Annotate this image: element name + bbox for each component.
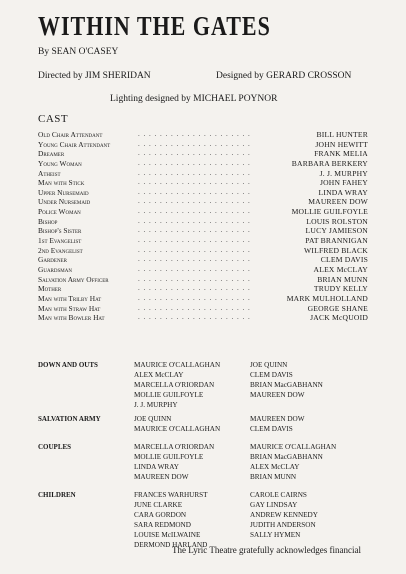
cast-role: Old Chair Attendant bbox=[38, 130, 103, 139]
ensemble-member: LOUISE McILWAINE bbox=[134, 531, 201, 539]
ensemble-member: BRIAN MUNN bbox=[250, 473, 297, 481]
play-title: WITHIN THE GATES bbox=[38, 10, 271, 42]
leader-dots: . . . . . . . . . . . . . . . . . . . . . bbox=[138, 187, 251, 196]
ensemble-member: MAUREEN DOW bbox=[250, 391, 305, 399]
ensemble-member: CLEM DAVIS bbox=[250, 425, 293, 433]
lighting-line: Lighting designed by MICHAEL POYNOR bbox=[110, 94, 278, 104]
ensemble-member: MAUREEN DOW bbox=[250, 415, 305, 423]
cast-actor: LINDA WRAY bbox=[318, 187, 368, 197]
ensemble-member: J. J. MURPHY bbox=[134, 401, 178, 409]
cast-actor: BRIAN MUNN bbox=[317, 274, 368, 284]
ensemble-member: FRANCES WARHURST bbox=[134, 491, 208, 499]
leader-dots: . . . . . . . . . . . . . . . . . . . . . bbox=[138, 226, 251, 235]
cast-row bbox=[38, 294, 368, 304]
group-column bbox=[134, 360, 220, 410]
leader-dots: . . . . . . . . . . . . . . . . . . . . . bbox=[138, 216, 251, 225]
ensemble-member: MAURICE O'CALLAGHAN bbox=[134, 425, 221, 433]
cast-row bbox=[38, 236, 368, 246]
ensemble-member: CAROLE CAIRNS bbox=[250, 491, 307, 499]
ensemble-member: BRIAN MacGABHANN bbox=[250, 381, 323, 389]
cast-role: Bishop bbox=[38, 216, 58, 226]
cast-actor: BARBARA BERKERY bbox=[291, 158, 368, 168]
cast-role: Man with Straw Hat bbox=[38, 303, 101, 313]
cast-heading: CAST bbox=[38, 113, 69, 125]
cast-actor: MARK MULHOLLAND bbox=[286, 293, 368, 303]
group-column bbox=[134, 490, 208, 550]
cast-role: Young Woman bbox=[38, 158, 82, 168]
leader-dots: . . . . . . . . . . . . . . . . . . . . . bbox=[138, 274, 251, 283]
cast-row bbox=[38, 284, 368, 294]
cast-row bbox=[38, 149, 368, 159]
cast-row bbox=[38, 130, 368, 140]
leader-dots: . . . . . . . . . . . . . . . . . . . . . bbox=[138, 236, 251, 245]
group-title: COUPLES bbox=[38, 443, 72, 451]
group-column bbox=[134, 414, 220, 434]
ensemble-member: SALLY HYMEN bbox=[250, 531, 301, 539]
cast-list bbox=[38, 130, 368, 323]
ensemble-member: ALEX McCLAY bbox=[250, 463, 300, 471]
cast-actor: MOLLIE GUILFOYLE bbox=[291, 207, 368, 217]
leader-dots: . . . . . . . . . . . . . . . . . . . . . bbox=[138, 158, 251, 167]
cast-row bbox=[38, 207, 368, 217]
cast-role: Police Woman bbox=[38, 207, 81, 217]
leader-dots: . . . . . . . . . . . . . . . . . . . . . bbox=[138, 255, 251, 264]
cast-row bbox=[38, 197, 368, 207]
cast-role: Salvation Army Officer bbox=[38, 274, 109, 284]
cast-role: Dreamer bbox=[38, 149, 65, 159]
cast-role: Man with Stick bbox=[38, 178, 85, 188]
cast-row bbox=[38, 159, 368, 169]
leader-dots: . . . . . . . . . . . . . . . . . . . . . bbox=[138, 313, 251, 322]
cast-role: Guardsman bbox=[38, 264, 72, 274]
ensemble-member: JOE QUINN bbox=[134, 415, 172, 423]
ensemble-member: MOLLIE GUILFOYLE bbox=[134, 453, 204, 461]
group-column bbox=[134, 442, 214, 482]
cast-row bbox=[38, 275, 368, 285]
cast-row bbox=[38, 226, 368, 236]
group-column bbox=[250, 414, 305, 434]
cast-role: Man with Trilby Hat bbox=[38, 293, 102, 303]
ensemble-member: GAY LINDSAY bbox=[250, 501, 298, 509]
cast-row bbox=[38, 188, 368, 198]
cast-role: Man with Bowler Hat bbox=[38, 313, 105, 323]
cast-actor: JOHN HEWITT bbox=[315, 139, 368, 149]
ensemble-member: JUNE CLARKE bbox=[134, 501, 183, 509]
cast-role: Young Chair Attendant bbox=[38, 139, 111, 149]
cast-role: Under Nursemaid bbox=[38, 197, 91, 207]
leader-dots: . . . . . . . . . . . . . . . . . . . . . bbox=[138, 139, 251, 148]
leader-dots: . . . . . . . . . . . . . . . . . . . . . bbox=[138, 303, 251, 312]
cast-actor: JOHN FAHEY bbox=[319, 178, 368, 188]
leader-dots: . . . . . . . . . . . . . . . . . . . . . bbox=[138, 207, 251, 216]
cast-actor: LUCY JAMIESON bbox=[305, 226, 368, 236]
ensemble-member: MOLLIE GUILFOYLE bbox=[134, 391, 204, 399]
group-column bbox=[250, 490, 318, 540]
leader-dots: . . . . . . . . . . . . . . . . . . . . . bbox=[138, 284, 251, 293]
cast-role: Upper Nursemaid bbox=[38, 187, 89, 197]
cast-role: 2nd Evangelist bbox=[38, 245, 83, 255]
cast-role: 1st Evangelist bbox=[38, 236, 82, 246]
cast-row bbox=[38, 265, 368, 275]
ensemble-member: MARCELLA O'RIORDAN bbox=[134, 443, 215, 451]
ensemble-member: DERMOND HARLAND bbox=[134, 541, 208, 549]
leader-dots: . . . . . . . . . . . . . . . . . . . . . bbox=[138, 245, 251, 254]
ensemble-member: JUDITH ANDERSON bbox=[250, 521, 316, 529]
leader-dots: . . . . . . . . . . . . . . . . . . . . . bbox=[138, 178, 251, 187]
cast-row bbox=[38, 217, 368, 227]
leader-dots: . . . . . . . . . . . . . . . . . . . . . bbox=[138, 149, 251, 158]
cast-row bbox=[38, 246, 368, 256]
acknowledgement-footer: The Lyric Theatre gratefully acknowledges financial bbox=[172, 545, 361, 555]
cast-role: Mother bbox=[38, 284, 62, 294]
leader-dots: . . . . . . . . . . . . . . . . . . . . . bbox=[138, 197, 251, 206]
cast-row bbox=[38, 169, 368, 179]
group-column bbox=[250, 442, 336, 482]
cast-actor: BILL HUNTER bbox=[316, 130, 368, 139]
cast-row bbox=[38, 140, 368, 150]
ensemble-member: MAUREEN DOW bbox=[134, 473, 189, 481]
leader-dots: . . . . . . . . . . . . . . . . . . . . . bbox=[138, 130, 251, 138]
cast-actor: PAT BRANNIGAN bbox=[305, 236, 368, 246]
leader-dots: . . . . . . . . . . . . . . . . . . . . . bbox=[138, 293, 251, 302]
cast-actor: TRUDY KELLY bbox=[313, 284, 368, 294]
ensemble-member: CARA GORDON bbox=[134, 511, 187, 519]
ensemble-member: ANDREW KENNEDY bbox=[250, 511, 318, 519]
cast-actor: WILFRED BLACK bbox=[304, 245, 368, 255]
ensemble-member: CLEM DAVIS bbox=[250, 371, 293, 379]
leader-dots: . . . . . . . . . . . . . . . . . . . . . bbox=[138, 168, 251, 177]
author-line: By SEAN O'CASEY bbox=[38, 47, 119, 57]
cast-role: Gardener bbox=[38, 255, 67, 265]
cast-row bbox=[38, 313, 368, 323]
cast-actor: ALEX McCLAY bbox=[313, 264, 368, 274]
group-title: DOWN AND OUTS bbox=[38, 361, 98, 369]
ensemble-member: ALEX McCLAY bbox=[134, 371, 184, 379]
cast-actor: LOUIS ROLSTON bbox=[306, 216, 368, 226]
cast-actor: J. J. MURPHY bbox=[319, 168, 368, 178]
ensemble-member: LINDA WRAY bbox=[134, 463, 179, 471]
cast-actor: FRANK MELIA bbox=[314, 149, 368, 159]
group-title: CHILDREN bbox=[38, 491, 76, 499]
cast-actor: CLEM DAVIS bbox=[320, 255, 368, 265]
cast-actor: JACK McQUOID bbox=[310, 313, 368, 323]
group-title: SALVATION ARMY bbox=[38, 415, 101, 423]
director-line: Directed by JIM SHERIDAN bbox=[38, 71, 151, 81]
ensemble-member: BRIAN MacGABHANN bbox=[250, 453, 323, 461]
cast-actor: MAUREEN DOW bbox=[308, 197, 368, 207]
ensemble-member: MAURICE O'CALLAGHAN bbox=[134, 361, 221, 369]
cast-actor: GEORGE SHANE bbox=[307, 303, 368, 313]
designer-line: Designed by GERARD CROSSON bbox=[216, 71, 352, 81]
cast-row bbox=[38, 255, 368, 265]
ensemble-member: SARA REDMOND bbox=[134, 521, 191, 529]
ensemble-member: JOE QUINN bbox=[250, 361, 288, 369]
cast-row bbox=[38, 304, 368, 314]
ensemble-member: MAURICE O'CALLAGHAN bbox=[250, 443, 337, 451]
leader-dots: . . . . . . . . . . . . . . . . . . . . . bbox=[138, 264, 251, 273]
cast-role: Bishop's Sister bbox=[38, 226, 82, 236]
ensemble-member: MARCELLA O'RIORDAN bbox=[134, 381, 215, 389]
cast-role: Atheist bbox=[38, 168, 61, 178]
group-column bbox=[250, 360, 323, 400]
cast-row bbox=[38, 178, 368, 188]
